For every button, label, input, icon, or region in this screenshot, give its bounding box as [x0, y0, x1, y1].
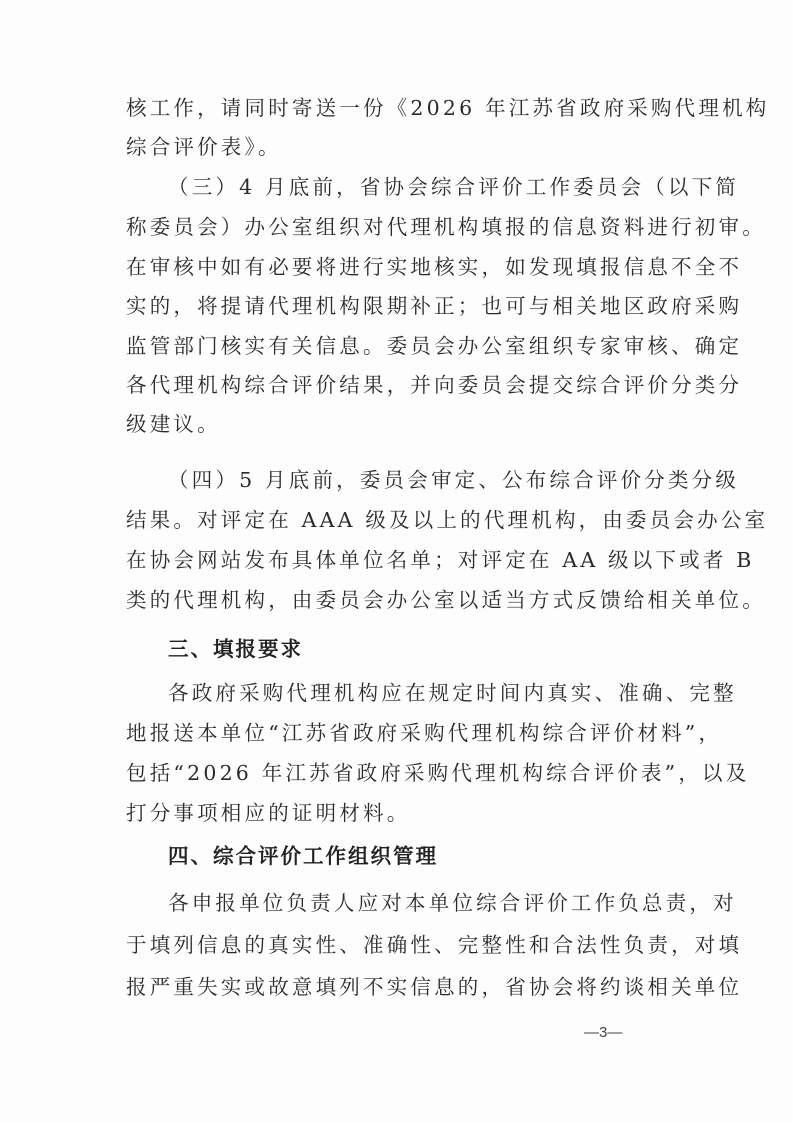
section-heading: 三、填报要求 — [168, 637, 303, 661]
text-line: 打分事项相应的证明材料。 — [126, 801, 411, 825]
text-line: 核工作，请同时寄送一份《2026 年江苏省政府采购代理机构 — [126, 96, 770, 120]
text-line: 在审核中如有必要将进行实地核实，如发现填报信息不全不 — [126, 255, 743, 279]
text-line: 报严重失实或故意填列不实信息的，省协会将约谈相关单位 — [126, 975, 743, 999]
text-line: 类的代理机构，由委员会办公室以适当方式反馈给相关单位。 — [126, 588, 766, 612]
text-line: 实的，将提请代理机构限期补正；也可与相关地区政府采购 — [126, 294, 743, 318]
text-line: 各政府采购代理机构应在规定时间内真实、准确、完整 — [168, 681, 737, 705]
section-heading: 四、综合评价工作组织管理 — [168, 844, 438, 868]
text-line: 结果。对评定在 AAA 级及以上的代理机构，由委员会办公室 — [126, 508, 769, 532]
text-line: 综合评价表》。 — [126, 135, 282, 159]
text-line: 各申报单位负责人应对本单位综合评价工作负总责，对 — [168, 891, 737, 915]
text-line: 称委员会）办公室组织对代理机构填报的信息资料进行初审。 — [126, 215, 766, 239]
text-line: 级建议。 — [126, 412, 221, 436]
text-line: 地报送本单位“江苏省政府采购代理机构综合评价材料”， — [126, 721, 723, 745]
text-line: （四）5 月底前，委员会审定、公布综合评价分类分级 — [168, 468, 740, 492]
text-line: （三）4 月底前，省协会综合评价工作委员会（以下简 — [168, 175, 740, 199]
text-line: 于填列信息的真实性、准确性、完整性和合法性负责，对填 — [126, 933, 743, 957]
text-line: 在协会网站发布具体单位名单；对评定在 AA 级以下或者 B — [126, 548, 755, 572]
text-line: 包括“2026 年江苏省政府采购代理机构综合评价表”，以及 — [126, 761, 750, 785]
text-line: 监管部门核实有关信息。委员会办公室组织专家审核、确定 — [126, 334, 743, 358]
text-line: 各代理机构综合评价结果，并向委员会提交综合评价分类分 — [126, 373, 743, 397]
page-number: —3— — [584, 1024, 623, 1041]
